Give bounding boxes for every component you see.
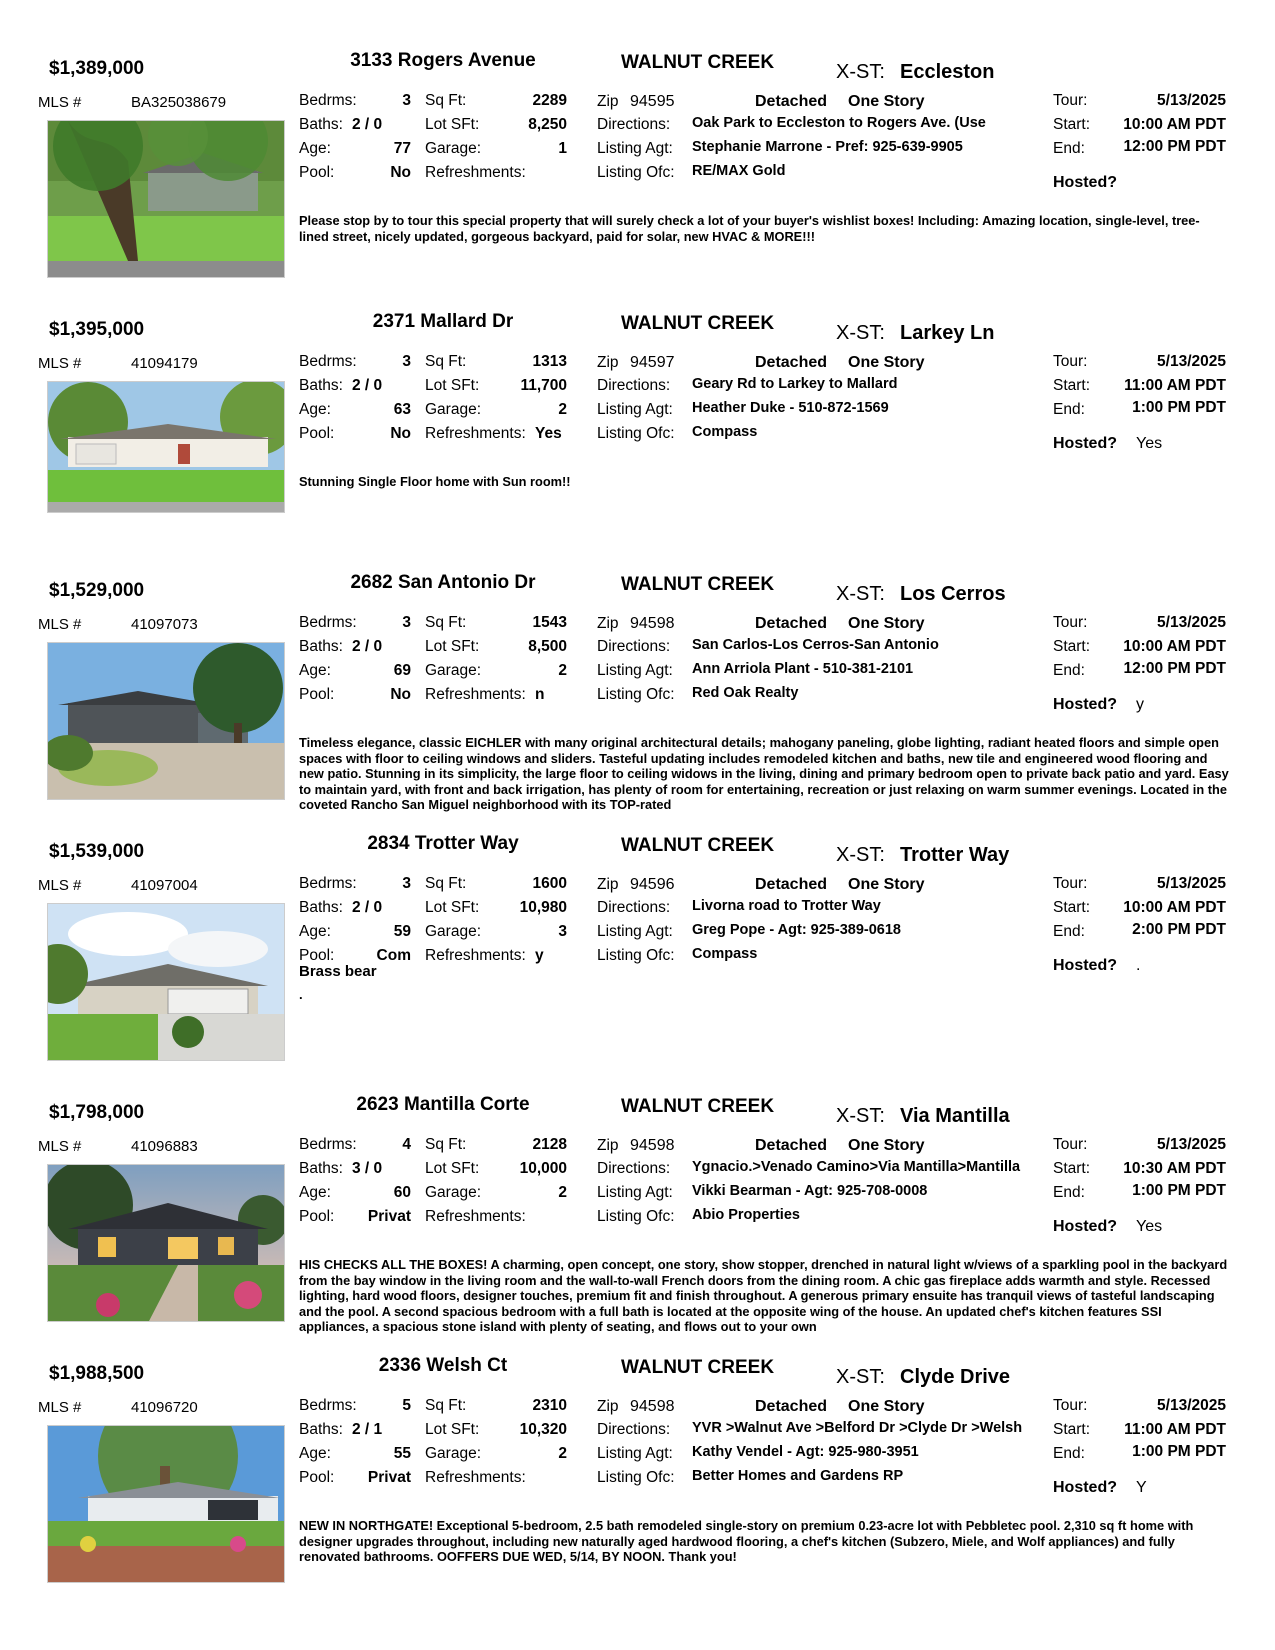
listing-address: 2371 Mallard Dr bbox=[372, 311, 514, 332]
baths-label: Baths: bbox=[299, 899, 343, 916]
bedrooms-label: Bedrms: bbox=[299, 353, 357, 370]
tour-label: Tour: bbox=[1053, 353, 1088, 370]
tour-date: 5/13/2025 bbox=[1157, 1397, 1226, 1414]
refreshments-label: Refreshments: bbox=[425, 1208, 526, 1225]
listing-price: $1,529,000 bbox=[49, 580, 145, 601]
cross-street-label: X-ST: bbox=[836, 1105, 885, 1127]
refreshments-value: n bbox=[535, 686, 545, 703]
end-label: End: bbox=[1053, 923, 1085, 940]
mls-number: 41096883 bbox=[131, 1138, 198, 1155]
refreshments-value: y bbox=[535, 947, 544, 964]
listing-office-value: Compass bbox=[692, 946, 758, 962]
start-label: Start: bbox=[1053, 377, 1091, 394]
listing-agent-value: Greg Pope - Agt: 925-389-0618 bbox=[692, 922, 901, 938]
property-type: Detached bbox=[755, 93, 828, 110]
lot-sqft-value: 8,250 bbox=[528, 116, 567, 133]
directions-value: San Carlos-Los Cerros-San Antonio bbox=[692, 637, 939, 653]
end-time: 12:00 PM PDT bbox=[1123, 660, 1226, 677]
bedrooms-label: Bedrms: bbox=[299, 1136, 357, 1153]
cross-street-value: Larkey Ln bbox=[900, 322, 995, 344]
lot-sqft-label: Lot SFt: bbox=[425, 1421, 480, 1438]
age-value: 63 bbox=[393, 401, 411, 418]
listing-city: WALNUT CREEK bbox=[621, 835, 775, 856]
sqft-value: 1543 bbox=[532, 614, 567, 631]
listing-price: $1,988,500 bbox=[49, 1363, 145, 1384]
listing-3 bbox=[0, 558, 1275, 820]
baths-label: Baths: bbox=[299, 1160, 343, 1177]
lot-sqft-label: Lot SFt: bbox=[425, 1160, 480, 1177]
property-photo bbox=[47, 120, 285, 278]
bedrooms-value: 3 bbox=[402, 875, 411, 892]
mls-number: 41096720 bbox=[131, 1399, 198, 1416]
bedrooms-label: Bedrms: bbox=[299, 875, 357, 892]
listing-city: WALNUT CREEK bbox=[621, 52, 775, 73]
bedrooms-value: 3 bbox=[402, 614, 411, 631]
bedrooms-label: Bedrms: bbox=[299, 1397, 357, 1414]
hosted-value: Yes bbox=[1136, 435, 1163, 452]
zip-label: Zip bbox=[597, 1398, 619, 1415]
cross-street-value: Trotter Way bbox=[900, 844, 1010, 866]
hosted-label: Hosted? bbox=[1053, 435, 1117, 452]
zip-label: Zip bbox=[597, 1137, 619, 1154]
cross-street-label: X-ST: bbox=[836, 583, 885, 605]
hosted-value: Y bbox=[1136, 1479, 1147, 1496]
listing-office-value: Abio Properties bbox=[692, 1207, 800, 1223]
listing-agent-label: Listing Agt: bbox=[597, 401, 673, 418]
tour-label: Tour: bbox=[1053, 1136, 1088, 1153]
mls-number: 41097004 bbox=[131, 877, 198, 894]
property-type: Detached bbox=[755, 876, 828, 893]
age-label: Age: bbox=[299, 1445, 331, 1462]
mls-number: 41094179 bbox=[131, 355, 198, 372]
end-label: End: bbox=[1053, 401, 1085, 418]
listing-description: Timeless elegance, classic EICHLER with many original architectural details; mahogany paneling, globe lighting, radiant heated floors and simple open spaces with floor to ceiling windows and sliders. Tasteful updating includes remodeled kitchen and baths, new tile and engineered wood flooring and new patio. Stunning in its simplicity, the large floor to ceiling widows in the living, dining and primary bedroom open to private back patio and yard. Easy to maintain yard, with front and back irrigation, has plenty of room for entertaining, recreation or just relaxing on warm summer evenings. Located in the coveted Rancho San Miguel neighborhood with its TOP-rated bbox=[299, 735, 1229, 812]
listing-1 bbox=[0, 36, 1275, 298]
garage-value: 2 bbox=[558, 1184, 567, 1201]
listing-office-value: Better Homes and Gardens RP bbox=[692, 1468, 904, 1484]
garage-value: 2 bbox=[558, 1445, 567, 1462]
garage-value: 1 bbox=[558, 140, 567, 157]
age-value: 60 bbox=[393, 1184, 411, 1201]
directions-label: Directions: bbox=[597, 899, 671, 916]
listing-price: $1,389,000 bbox=[49, 58, 145, 79]
sqft-label: Sq Ft: bbox=[425, 614, 467, 631]
baths-value: 2 / 0 bbox=[352, 116, 383, 133]
garage-value: 3 bbox=[558, 923, 567, 940]
listing-agent-label: Listing Agt: bbox=[597, 923, 673, 940]
hosted-value: Yes bbox=[1136, 1218, 1163, 1235]
listing-agent-label: Listing Agt: bbox=[597, 1184, 673, 1201]
zip-label: Zip bbox=[597, 93, 619, 110]
listing-description: Please stop by to tour this special property that will surely check a lot of your buyer's wishlist boxes! Including: Amazing location, single-level, tree-lined street, nicely updated, gorgeous backyard, paid for solar, new HVAC & MORE!!! bbox=[299, 213, 1200, 244]
listing-agent-value: Heather Duke - 510-872-1569 bbox=[692, 400, 889, 416]
directions-label: Directions: bbox=[597, 116, 671, 133]
lot-sqft-value: 8,500 bbox=[528, 638, 567, 655]
age-label: Age: bbox=[299, 401, 331, 418]
end-label: End: bbox=[1053, 1184, 1085, 1201]
mls-label: MLS # bbox=[38, 1138, 82, 1155]
end-time: 2:00 PM PDT bbox=[1132, 921, 1226, 938]
directions-value: Geary Rd to Larkey to Mallard bbox=[692, 376, 898, 392]
bedrooms-value: 5 bbox=[402, 1397, 411, 1414]
end-time: 1:00 PM PDT bbox=[1132, 1443, 1226, 1460]
listing-2 bbox=[0, 297, 1275, 559]
zip-value: 94598 bbox=[630, 615, 675, 632]
listing-office-value: Compass bbox=[692, 424, 758, 440]
pool-label: Pool: bbox=[299, 686, 335, 703]
directions-label: Directions: bbox=[597, 377, 671, 394]
listing-office-label: Listing Ofc: bbox=[597, 1469, 675, 1486]
listing-address: 2336 Welsh Ct bbox=[378, 1355, 508, 1376]
start-time: 10:00 AM PDT bbox=[1123, 638, 1226, 655]
age-label: Age: bbox=[299, 662, 331, 679]
listing-city: WALNUT CREEK bbox=[621, 313, 775, 334]
garage-label: Garage: bbox=[425, 140, 482, 157]
listing-note-2: . bbox=[299, 987, 303, 1002]
hosted-value: . bbox=[1136, 957, 1141, 974]
start-time: 10:00 AM PDT bbox=[1123, 116, 1226, 133]
end-label: End: bbox=[1053, 1445, 1085, 1462]
mls-number: 41097073 bbox=[131, 616, 198, 633]
refreshments-label: Refreshments: bbox=[425, 425, 526, 442]
pool-value: No bbox=[390, 686, 411, 703]
property-type: Detached bbox=[755, 1137, 828, 1154]
property-photo bbox=[47, 1425, 285, 1583]
garage-value: 2 bbox=[558, 401, 567, 418]
listing-agent-label: Listing Agt: bbox=[597, 140, 673, 157]
sqft-label: Sq Ft: bbox=[425, 92, 467, 109]
property-type: Detached bbox=[755, 615, 828, 632]
tour-date: 5/13/2025 bbox=[1157, 353, 1226, 370]
listing-office-value: RE/MAX Gold bbox=[692, 163, 786, 179]
sqft-value: 2128 bbox=[532, 1136, 567, 1153]
tour-date: 5/13/2025 bbox=[1157, 1136, 1226, 1153]
hosted-label: Hosted? bbox=[1053, 696, 1117, 713]
hosted-label: Hosted? bbox=[1053, 174, 1117, 191]
mls-number: BA325038679 bbox=[131, 94, 227, 111]
age-value: 69 bbox=[393, 662, 411, 679]
baths-value: 2 / 0 bbox=[352, 377, 383, 394]
bedrooms-label: Bedrms: bbox=[299, 614, 357, 631]
listing-city: WALNUT CREEK bbox=[621, 1096, 775, 1117]
end-label: End: bbox=[1053, 662, 1085, 679]
refreshments-label: Refreshments: bbox=[425, 164, 526, 181]
story-type: One Story bbox=[848, 93, 925, 110]
start-label: Start: bbox=[1053, 638, 1091, 655]
listing-office-value: Red Oak Realty bbox=[692, 685, 799, 701]
listing-office-label: Listing Ofc: bbox=[597, 1208, 675, 1225]
zip-value: 94595 bbox=[630, 93, 675, 110]
baths-label: Baths: bbox=[299, 638, 343, 655]
garage-label: Garage: bbox=[425, 1184, 482, 1201]
listing-address: 2834 Trotter Way bbox=[367, 833, 519, 854]
directions-value: YVR >Walnut Ave >Belford Dr >Clyde Dr >Welsh bbox=[692, 1420, 1023, 1436]
listing-office-label: Listing Ofc: bbox=[597, 686, 675, 703]
directions-label: Directions: bbox=[597, 1421, 671, 1438]
cross-street-value: Clyde Drive bbox=[900, 1366, 1011, 1388]
listing-agent-value: Kathy Vendel - Agt: 925-980-3951 bbox=[692, 1444, 919, 1460]
zip-value: 94598 bbox=[630, 1137, 675, 1154]
story-type: One Story bbox=[848, 615, 925, 632]
garage-value: 2 bbox=[558, 662, 567, 679]
start-time: 11:00 AM PDT bbox=[1124, 1421, 1226, 1438]
listing-5 bbox=[0, 1080, 1275, 1342]
zip-value: 94598 bbox=[630, 1398, 675, 1415]
listing-description: HIS CHECKS ALL THE BOXES! A charming, open concept, one story, show stopper, drenched in natural light w/views of a sparkling pool in the backyard from the bay window in the living room and the wall-to-wall French doors from the dining room. A chic gas fireplace adds warmth and style. Recessed lighting, hard wood floors, designer touches, premium fit and finish throughout. A generous primary ensuite has tranquil views of tasteful landscaping and the pool. A second spacious bedroom with a full bath is located at the opposite wing of the house. An updated chef's kitchen features SSI appliances, a spacious stone island with plenty of seating, and flows out to your own bbox=[299, 1257, 1228, 1334]
baths-value: 2 / 0 bbox=[352, 638, 383, 655]
end-time: 1:00 PM PDT bbox=[1132, 399, 1226, 416]
bedrooms-label: Bedrms: bbox=[299, 92, 357, 109]
listing-note: Brass bear bbox=[299, 963, 377, 980]
garage-label: Garage: bbox=[425, 401, 482, 418]
start-label: Start: bbox=[1053, 899, 1091, 916]
end-time: 1:00 PM PDT bbox=[1132, 1182, 1226, 1199]
listing-price: $1,798,000 bbox=[49, 1102, 145, 1123]
lot-sqft-label: Lot SFt: bbox=[425, 377, 480, 394]
cross-street-label: X-ST: bbox=[836, 844, 885, 866]
tour-date: 5/13/2025 bbox=[1157, 614, 1226, 631]
cross-street-value: Eccleston bbox=[900, 61, 995, 83]
zip-label: Zip bbox=[597, 615, 619, 632]
listing-address: 3133 Rogers Avenue bbox=[350, 50, 536, 71]
end-label: End: bbox=[1053, 140, 1085, 157]
start-label: Start: bbox=[1053, 1421, 1091, 1438]
listing-price: $1,395,000 bbox=[49, 319, 145, 340]
hosted-label: Hosted? bbox=[1053, 1479, 1117, 1496]
hosted-label: Hosted? bbox=[1053, 1218, 1117, 1235]
end-time: 12:00 PM PDT bbox=[1123, 138, 1226, 155]
hosted-value: y bbox=[1136, 696, 1144, 713]
property-type: Detached bbox=[755, 1398, 828, 1415]
sqft-label: Sq Ft: bbox=[425, 875, 467, 892]
bedrooms-value: 3 bbox=[402, 353, 411, 370]
story-type: One Story bbox=[848, 1398, 925, 1415]
lot-sqft-value: 10,980 bbox=[519, 899, 567, 916]
mls-label: MLS # bbox=[38, 616, 82, 633]
zip-label: Zip bbox=[597, 354, 619, 371]
baths-value: 2 / 0 bbox=[352, 899, 383, 916]
garage-label: Garage: bbox=[425, 1445, 482, 1462]
start-time: 10:00 AM PDT bbox=[1123, 899, 1226, 916]
mls-label: MLS # bbox=[38, 355, 82, 372]
pool-label: Pool: bbox=[299, 947, 335, 964]
lot-sqft-value: 10,000 bbox=[519, 1160, 567, 1177]
baths-label: Baths: bbox=[299, 377, 343, 394]
tour-label: Tour: bbox=[1053, 875, 1088, 892]
garage-label: Garage: bbox=[425, 662, 482, 679]
age-label: Age: bbox=[299, 1184, 331, 1201]
pool-value: Privat bbox=[367, 1208, 411, 1225]
cross-street-value: Via Mantilla bbox=[900, 1105, 1010, 1127]
listing-agent-value: Vikki Bearman - Agt: 925-708-0008 bbox=[692, 1183, 928, 1199]
story-type: One Story bbox=[848, 354, 925, 371]
directions-label: Directions: bbox=[597, 1160, 671, 1177]
baths-value: 2 / 1 bbox=[352, 1421, 383, 1438]
sqft-label: Sq Ft: bbox=[425, 1136, 467, 1153]
zip-value: 94596 bbox=[630, 876, 675, 893]
story-type: One Story bbox=[848, 1137, 925, 1154]
pool-value: No bbox=[390, 164, 411, 181]
tour-date: 5/13/2025 bbox=[1157, 92, 1226, 109]
property-type: Detached bbox=[755, 354, 828, 371]
mls-label: MLS # bbox=[38, 877, 82, 894]
pool-label: Pool: bbox=[299, 425, 335, 442]
hosted-label: Hosted? bbox=[1053, 957, 1117, 974]
listing-agent-value: Stephanie Marrone - Pref: 925-639-9905 bbox=[692, 139, 963, 155]
property-photo bbox=[47, 381, 285, 513]
pool-label: Pool: bbox=[299, 1469, 335, 1486]
age-label: Age: bbox=[299, 140, 331, 157]
property-photo bbox=[47, 642, 285, 800]
cross-street-label: X-ST: bbox=[836, 1366, 885, 1388]
lot-sqft-label: Lot SFt: bbox=[425, 116, 480, 133]
refreshments-value: Yes bbox=[535, 425, 562, 442]
lot-sqft-value: 11,700 bbox=[520, 377, 567, 394]
listing-city: WALNUT CREEK bbox=[621, 574, 775, 595]
age-value: 55 bbox=[393, 1445, 411, 1462]
start-time: 11:00 AM PDT bbox=[1124, 377, 1226, 394]
directions-value: Oak Park to Eccleston to Rogers Ave. (Use bbox=[692, 115, 986, 131]
mls-label: MLS # bbox=[38, 94, 82, 111]
directions-value: Livorna road to Trotter Way bbox=[692, 898, 881, 914]
pool-label: Pool: bbox=[299, 164, 335, 181]
listing-6 bbox=[0, 1341, 1275, 1603]
listing-office-label: Listing Ofc: bbox=[597, 164, 675, 181]
baths-label: Baths: bbox=[299, 116, 343, 133]
age-value: 77 bbox=[393, 140, 411, 157]
property-photo bbox=[47, 903, 285, 1061]
tour-label: Tour: bbox=[1053, 614, 1088, 631]
start-time: 10:30 AM PDT bbox=[1123, 1160, 1226, 1177]
refreshments-label: Refreshments: bbox=[425, 1469, 526, 1486]
listing-city: WALNUT CREEK bbox=[621, 1357, 775, 1378]
pool-value: Com bbox=[376, 947, 411, 964]
listing-address: 2682 San Antonio Dr bbox=[350, 572, 536, 593]
listing-agent-label: Listing Agt: bbox=[597, 1445, 673, 1462]
start-label: Start: bbox=[1053, 1160, 1091, 1177]
tour-date: 5/13/2025 bbox=[1157, 875, 1226, 892]
sqft-value: 1600 bbox=[532, 875, 567, 892]
tour-label: Tour: bbox=[1053, 92, 1088, 109]
listing-address: 2623 Mantilla Corte bbox=[356, 1094, 530, 1115]
listing-agent-label: Listing Agt: bbox=[597, 662, 673, 679]
cross-street-label: X-ST: bbox=[836, 61, 885, 83]
refreshments-label: Refreshments: bbox=[425, 686, 526, 703]
tour-label: Tour: bbox=[1053, 1397, 1088, 1414]
sqft-value: 1313 bbox=[532, 353, 567, 370]
baths-value: 3 / 0 bbox=[352, 1160, 383, 1177]
lot-sqft-label: Lot SFt: bbox=[425, 638, 480, 655]
start-label: Start: bbox=[1053, 116, 1091, 133]
lot-sqft-label: Lot SFt: bbox=[425, 899, 480, 916]
listing-price: $1,539,000 bbox=[49, 841, 145, 862]
garage-label: Garage: bbox=[425, 923, 482, 940]
baths-label: Baths: bbox=[299, 1421, 343, 1438]
cross-street-label: X-ST: bbox=[836, 322, 885, 344]
zip-label: Zip bbox=[597, 876, 619, 893]
property-photo bbox=[47, 1164, 285, 1322]
listing-description: Stunning Single Floor home with Sun room!! bbox=[299, 474, 571, 489]
pool-value: No bbox=[390, 425, 411, 442]
sqft-value: 2310 bbox=[532, 1397, 567, 1414]
listing-4 bbox=[0, 819, 1275, 1081]
refreshments-label: Refreshments: bbox=[425, 947, 526, 964]
directions-value: Ygnacio.>Venado Camino>Via Mantilla>Mantilla bbox=[692, 1159, 1021, 1175]
listing-description: NEW IN NORTHGATE! Exceptional 5-bedroom, 2.5 bath remodeled single-story on premium 0.23-acre lot with Pebbletec pool. 2,310 sq ft home with designer upgrades throughout, including new naturally aged hardwood flooring, a chef's kitchen (Subzero, Miele, and Wolf appliances) and fully renovated bathrooms. OOFFERS DUE WED, 5/14, BY NOON. Thank you! bbox=[299, 1518, 1194, 1564]
sqft-value: 2289 bbox=[532, 92, 567, 109]
pool-label: Pool: bbox=[299, 1208, 335, 1225]
zip-value: 94597 bbox=[630, 354, 675, 371]
age-value: 59 bbox=[393, 923, 411, 940]
sqft-label: Sq Ft: bbox=[425, 1397, 467, 1414]
lot-sqft-value: 10,320 bbox=[519, 1421, 567, 1438]
story-type: One Story bbox=[848, 876, 925, 893]
bedrooms-value: 4 bbox=[402, 1136, 411, 1153]
bedrooms-value: 3 bbox=[402, 92, 411, 109]
listing-office-label: Listing Ofc: bbox=[597, 947, 675, 964]
cross-street-value: Los Cerros bbox=[900, 583, 1006, 605]
pool-value: Privat bbox=[367, 1469, 411, 1486]
age-label: Age: bbox=[299, 923, 331, 940]
listing-agent-value: Ann Arriola Plant - 510-381-2101 bbox=[692, 661, 914, 677]
directions-label: Directions: bbox=[597, 638, 671, 655]
listing-office-label: Listing Ofc: bbox=[597, 425, 675, 442]
sqft-label: Sq Ft: bbox=[425, 353, 467, 370]
mls-label: MLS # bbox=[38, 1399, 82, 1416]
